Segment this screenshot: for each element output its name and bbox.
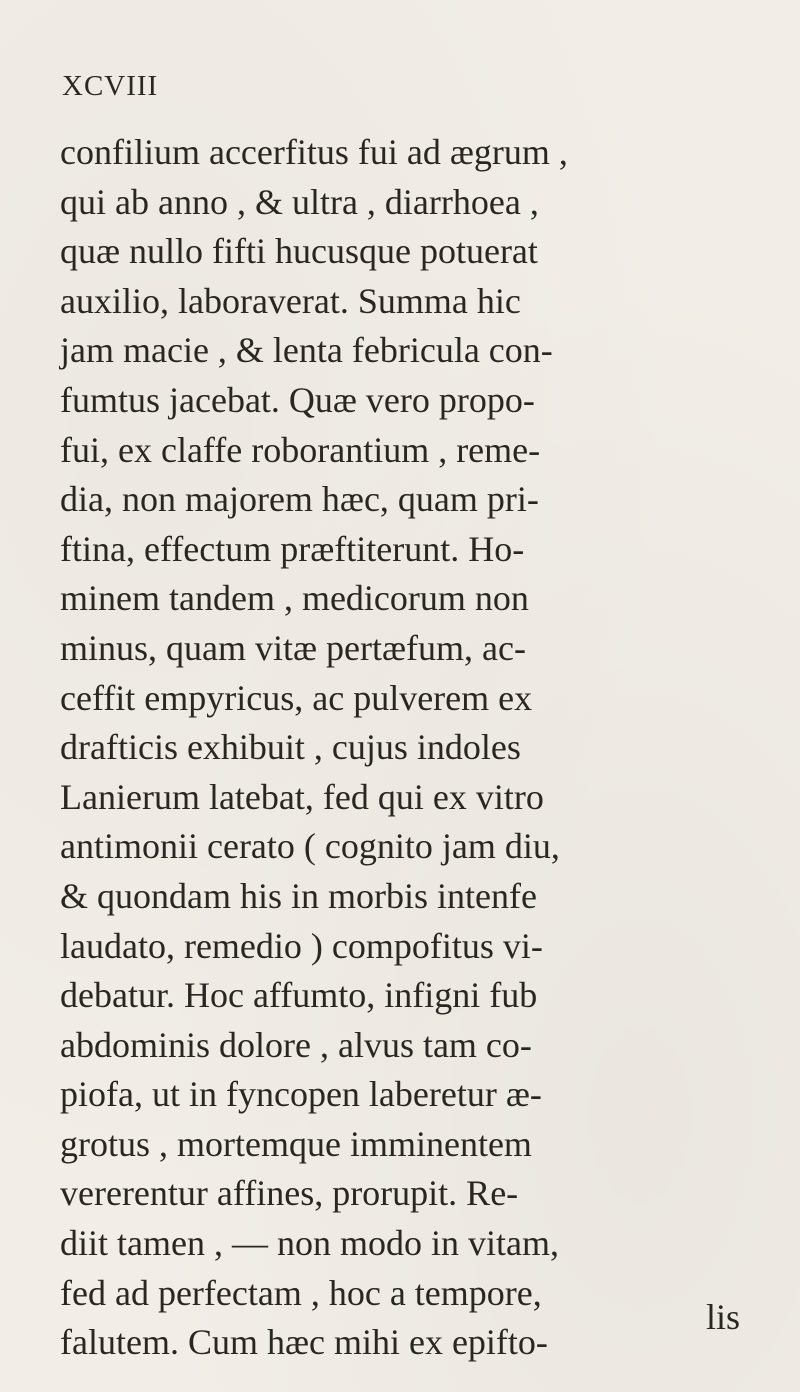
text-line: diit tamen , — non modo in vitam,	[60, 1223, 559, 1264]
text-line: piofa, ut in fyncopen laberetur æ-	[60, 1074, 542, 1115]
text-line: fed ad perfectam , hoc a tempore,	[60, 1272, 542, 1313]
text-line: abdominis dolore , alvus tam co-	[60, 1024, 532, 1065]
text-line: fumtus jacebat. Quæ vero propo-	[60, 379, 535, 420]
text-line: Lanierum latebat, fed qui ex vitro	[60, 776, 544, 817]
text-line: antimonii cerato ( cognito jam diu,	[60, 826, 560, 867]
text-line: ceffit empyricus, ac pulverem ex	[60, 677, 533, 718]
text-line: dia, non majorem hæc, quam pri-	[60, 479, 539, 520]
text-line: falutem. Cum hæc mihi ex epifto-	[60, 1322, 548, 1363]
text-line: grotus , mortemque imminentem	[60, 1123, 532, 1164]
text-line: laudato, remedio ) compofitus vi-	[60, 925, 543, 966]
text-line: auxilio, laboraverat. Summa hic	[60, 280, 521, 321]
text-line: minus, quam vitæ pertæfum, ac-	[60, 627, 526, 668]
body-text	[60, 128, 796, 1368]
page-number: XCVIII	[62, 70, 159, 102]
text-line: quæ nullo fifti hucusque potuerat	[60, 231, 538, 272]
text-line: minem tandem , medicorum non	[60, 578, 529, 619]
text-line: drafticis exhibuit , cujus indoles	[60, 727, 521, 768]
text-line: debatur. Hoc affumto, infigni fub	[60, 975, 538, 1016]
text-line: fui, ex claffe roborantium , reme-	[60, 429, 541, 470]
text-line: ftina, effectum præftiterunt. Ho-	[60, 528, 525, 569]
text-line: jam macie , & lenta febricula con-	[60, 330, 553, 371]
text-line: confilium accerfitus fui ad ægrum ,	[60, 132, 568, 172]
catchword: lis	[706, 1297, 741, 1337]
text-line: & quondam his in morbis intenfe	[60, 875, 537, 916]
text-line: qui ab anno , & ultra , diarrhoea ,	[60, 181, 539, 222]
text-line: vererentur affines, prorupit. Re-	[60, 1173, 519, 1214]
